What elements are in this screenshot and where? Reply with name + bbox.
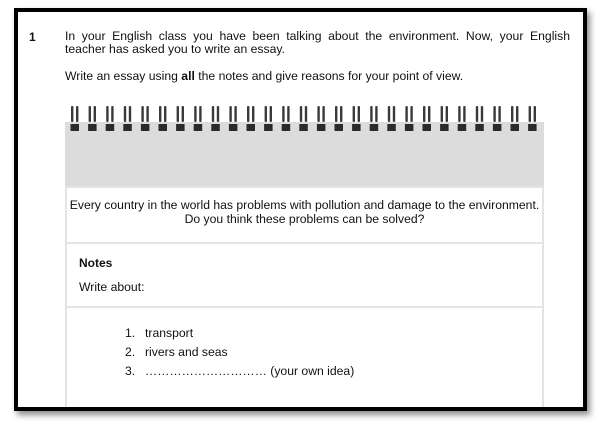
essay-prompt-box	[67, 188, 542, 242]
spiral-ring	[423, 106, 432, 131]
spiral-ring	[123, 106, 132, 131]
list-item-text: ………………………… (your own idea)	[145, 364, 355, 378]
notes-list	[125, 326, 354, 383]
spiral-ring	[370, 106, 379, 131]
spiral-ring	[458, 106, 467, 131]
spiral-ring	[194, 106, 203, 131]
spiral-ring	[141, 106, 150, 131]
list-item-number: 1.	[125, 326, 136, 340]
spiral-ring	[335, 106, 344, 131]
essay-prompt-line-2: Do you think these problems can be solved?	[184, 212, 425, 226]
spiral-ring	[475, 106, 484, 131]
spiral-ring	[440, 106, 449, 131]
question-number: 1	[29, 30, 36, 44]
spiral-ring	[511, 106, 520, 131]
spiral-binding	[65, 104, 544, 134]
list-item-number: 2.	[125, 345, 136, 359]
list-item-number: 3.	[125, 364, 136, 378]
essay-prompt	[67, 198, 542, 226]
spiral-ring	[176, 106, 185, 131]
instruction-bold-word: all	[181, 69, 195, 83]
question-instruction	[65, 69, 463, 83]
spiral-ring	[387, 106, 396, 131]
instruction-text-after: the notes and give reasons for your point of view.	[194, 69, 464, 83]
essay-prompt-line-1: Every country in the world has problems with pollution and damage to the environment.	[69, 198, 540, 212]
notes-heading: Notes	[79, 256, 113, 270]
spiral-ring	[106, 106, 115, 131]
notes-write-about: Write about:	[79, 280, 145, 294]
spiral-ring	[211, 106, 220, 131]
list-item	[125, 345, 354, 364]
notes-list-box	[67, 308, 542, 411]
spiral-ring	[528, 106, 537, 131]
spiral-ring	[282, 106, 291, 131]
list-item-text: rivers and seas	[145, 345, 228, 359]
spiral-ring	[88, 106, 97, 131]
notes-box	[67, 244, 542, 306]
list-item	[125, 364, 354, 383]
spiral-ring	[159, 106, 168, 131]
question-intro: In your English class you have been talking about the environment. Now, your English teacher has asked you to write an essay.	[65, 29, 570, 56]
instruction-text-before: Write an essay using	[65, 69, 182, 83]
spiral-ring	[71, 106, 80, 131]
spiral-ring	[493, 106, 502, 131]
spiral-ring	[299, 106, 308, 131]
list-item-text: transport	[145, 326, 194, 340]
list-item	[125, 326, 354, 345]
spiral-ring	[247, 106, 256, 131]
exam-page-frame	[14, 8, 587, 411]
notepad	[65, 104, 544, 411]
spiral-ring	[264, 106, 273, 131]
spiral-ring	[405, 106, 414, 131]
spiral-ring	[352, 106, 361, 131]
spiral-ring	[229, 106, 238, 131]
spiral-ring	[317, 106, 326, 131]
